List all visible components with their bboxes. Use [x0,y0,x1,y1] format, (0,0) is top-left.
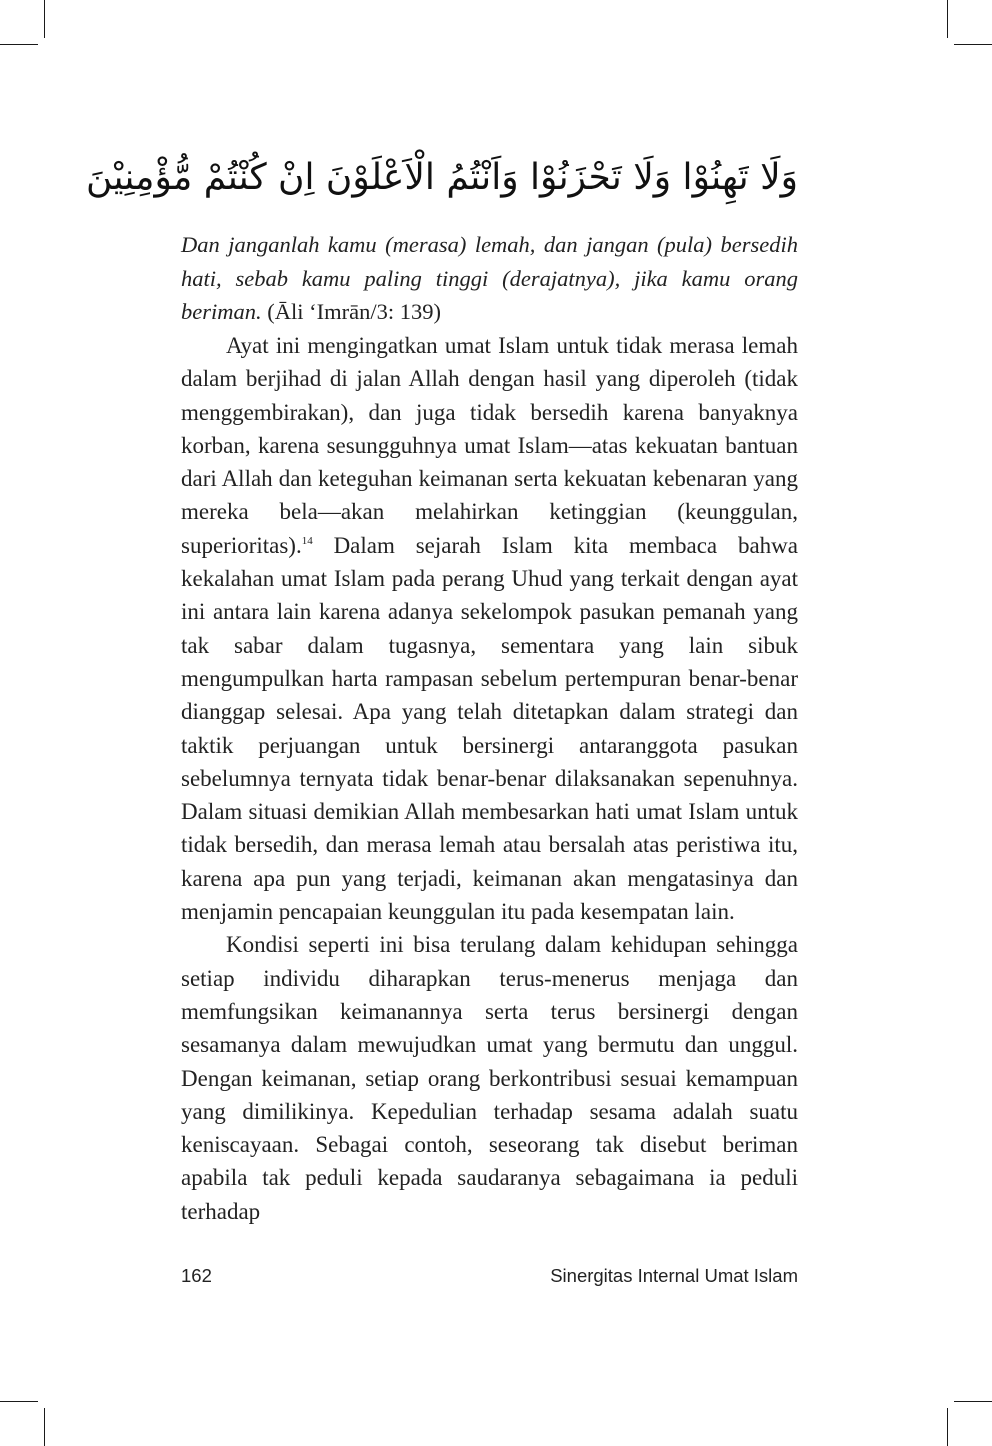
verse-reference: (Āli ʻImrān/3: 139) [267,299,441,324]
paragraph: Kondisi seperti ini bisa terulang dalam kehidupan sehingga setiap individu diharapkan terus-menerus menjaga dan memfungsikan keimanannya serta terus bersinergi dengan sesamanya dalam mewujudkan umat yang bermutu dan unggul. Dengan keimanan, setiap orang berkontribusi sesuai kemampuan yang dimilikinya. Kepedulian terhadap sesama adalah suatu keniscayaan. Sebagai contoh, seseorang tak disebut beriman apabila tak peduli kepada saudaranya sebagaimana ia peduli terhadap [181,932,798,1224]
crop-mark [0,1401,38,1402]
verse-translation [181,228,798,329]
footnote-marker: 14 [301,534,313,547]
crop-mark [44,0,45,38]
page-number: 162 [181,1265,212,1286]
quran-verse-arabic: وَلَا تَهِنُوْا وَلَا تَحْزَنُوْا وَاَنْتُمُ الْاَعْلَوْنَ اِنْ كُنْتُمْ مُّؤْمِنِيْنَ [86,157,798,198]
paragraph-text: Ayat ini mengingatkan umat Islam untuk tidak merasa lemah dalam berjihad di jalan Allah dengan hasil yang diperoleh (tidak menggembirakan), dan juga tidak bersedih karena banyaknya korban, karena sesungguhnya umat Islam—atas kekuatan bantuan dari Allah dan keteguhan keimanan serta kekuatan kebenaran yang mereka bela—akan melahirkan ketinggian (keunggulan, superioritas). [181,333,798,558]
crop-mark [947,0,948,38]
translation-text: Dan janganlah kamu (merasa) lemah, dan jangan (pula) bersedih hati, sebab kamu paling tinggi (derajatnya), jika kamu orang beriman. [181,232,798,324]
body-text [181,329,798,1228]
crop-mark [954,44,992,45]
crop-mark [947,1408,948,1446]
crop-mark [0,44,38,45]
crop-mark [44,1408,45,1446]
paragraph-text: Dalam sejarah Islam kita membaca bahwa kekalahan umat Islam pada perang Uhud yang terkait dengan ayat ini antara lain karena adanya sekelompok pasukan pemanah yang tak sabar dalam tugasnya, sementara yang lain sibuk mengumpulkan harta rampasan sebelum pertempuran benar-benar dianggap selesai. Apa yang telah ditetapkan dalam strategi dan taktik perjuangan untuk bersinergi antaranggota pasukan sebelumnya ternyata tidak benar-benar dilaksanakan sepenuhnya. Dalam situasi demikian Allah membesarkan hati umat Islam untuk tidak bersedih, dan merasa lemah atau bersalah atas peristiwa itu, karena apa pun yang terjadi, keimanan akan mengatasinya dan menjamin pencapaian keunggulan itu pada kesempatan lain. [181,532,798,925]
paragraph [181,329,798,928]
crop-mark [954,1401,992,1402]
running-title: Sinergitas Internal Umat Islam [550,1265,798,1286]
page-footer [181,1265,798,1295]
